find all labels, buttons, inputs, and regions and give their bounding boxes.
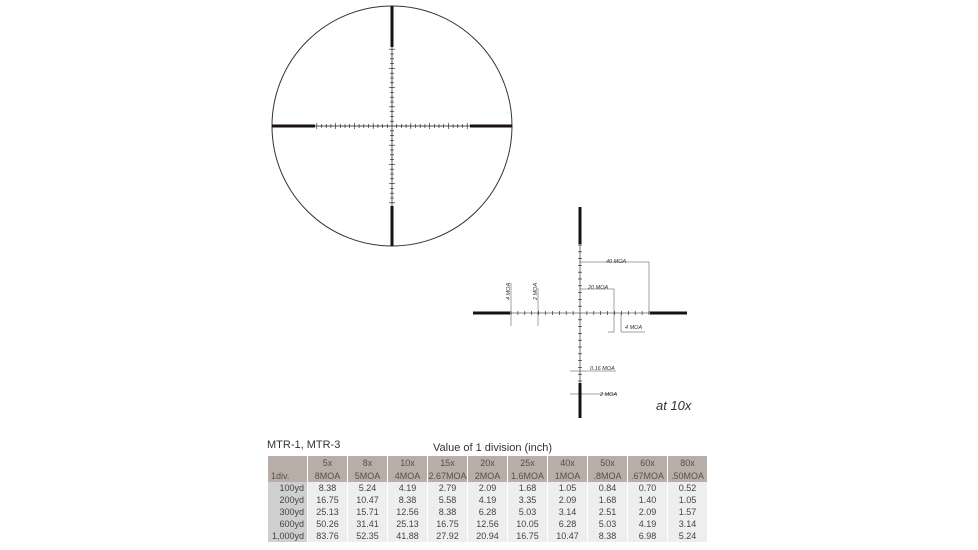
value-cell: 3.35: [508, 494, 547, 506]
moa-header: 4MOA: [388, 469, 427, 482]
moa-header: 5MOA: [348, 469, 387, 482]
moa-header: 1.6MOA: [508, 469, 547, 482]
table-row: [268, 530, 707, 542]
value-cell: 2.51: [588, 506, 627, 518]
distance-cell: 600yd: [268, 518, 307, 530]
magnification-header: 10x: [388, 456, 427, 469]
moa-header: 8MOA: [308, 469, 347, 482]
value-cell: 1.40: [628, 494, 667, 506]
value-cell: 50.26: [308, 518, 347, 530]
value-cell: 0.84: [588, 482, 627, 494]
value-cell: 4.19: [388, 482, 427, 494]
value-cell: 3.14: [668, 518, 707, 530]
reticle-detail-labels: [506, 259, 642, 398]
value-cell: 6.28: [468, 506, 507, 518]
value-cell: 6.28: [548, 518, 587, 530]
value-cell: 5.24: [348, 482, 387, 494]
header-blank: [268, 456, 307, 469]
value-cell: 16.75: [308, 494, 347, 506]
table-row: [268, 482, 707, 494]
label-4moa-right: 4 MOA: [625, 325, 643, 331]
value-cell: 8.38: [588, 530, 627, 542]
moa-header: .50MOA: [668, 469, 707, 482]
value-cell: 1.68: [508, 482, 547, 494]
value-cell: 0.52: [668, 482, 707, 494]
value-cell: 6.98: [628, 530, 667, 542]
magnification-header: 20x: [468, 456, 507, 469]
magnification-header: 15x: [428, 456, 467, 469]
label-2moa-post: 2 MOA: [600, 392, 618, 398]
value-cell: 8.38: [428, 506, 467, 518]
value-cell: 83.76: [308, 530, 347, 542]
table-row: [268, 518, 707, 530]
value-cell: 1.05: [548, 482, 587, 494]
value-cell: 5.03: [588, 518, 627, 530]
value-cell: 0.70: [628, 482, 667, 494]
magnification-header: 8x: [348, 456, 387, 469]
model-name: MTR-1, MTR-3: [267, 439, 341, 451]
value-cell: 2.09: [548, 494, 587, 506]
value-cell: 16.75: [428, 518, 467, 530]
value-cell: 16.75: [508, 530, 547, 542]
value-cell: 41.88: [388, 530, 427, 542]
value-cell: 3.14: [548, 506, 587, 518]
magnification-header: 80x: [668, 456, 707, 469]
value-cell: 27.92: [428, 530, 467, 542]
value-cell: 8.38: [308, 482, 347, 494]
distance-cell: 200yd: [268, 494, 307, 506]
table-row: [268, 494, 707, 506]
div-label: 1div.: [268, 469, 307, 482]
label-016moa: 0.16 MOA: [590, 366, 615, 372]
magnification-header: 40x: [548, 456, 587, 469]
magnification-header-row: [268, 456, 707, 469]
value-cell: 10.47: [348, 494, 387, 506]
magnification-header: 25x: [508, 456, 547, 469]
distance-cell: 300yd: [268, 506, 307, 518]
moa-header: 1MOA: [548, 469, 587, 482]
moa-header: 2MOA: [468, 469, 507, 482]
full-reticle-view: [272, 6, 512, 246]
value-cell: 5.24: [668, 530, 707, 542]
value-cell: 1.05: [668, 494, 707, 506]
value-cell: 4.19: [628, 518, 667, 530]
value-cell: 5.58: [428, 494, 467, 506]
value-cell: 10.05: [508, 518, 547, 530]
value-cell: 12.56: [388, 506, 427, 518]
value-cell: 1.57: [668, 506, 707, 518]
value-cell: 2.09: [468, 482, 507, 494]
moa-header-row: [268, 469, 707, 482]
magnification-header: 50x: [588, 456, 627, 469]
value-cell: 52.35: [348, 530, 387, 542]
value-cell: 10.47: [548, 530, 587, 542]
table-title: Value of 1 division (inch): [433, 442, 553, 454]
distance-cell: 100yd: [268, 482, 307, 494]
label-20moa: 20 MOA: [588, 285, 609, 291]
value-cell: 25.13: [308, 506, 347, 518]
value-cell: 15.71: [348, 506, 387, 518]
magnification-header: 60x: [628, 456, 667, 469]
value-cell: 12.56: [468, 518, 507, 530]
value-cell: 25.13: [388, 518, 427, 530]
division-value-table: [267, 456, 708, 542]
moa-header: .8MOA: [588, 469, 627, 482]
value-cell: 5.03: [508, 506, 547, 518]
reticle-detail-view: [473, 207, 687, 418]
value-cell: 2.09: [628, 506, 667, 518]
table-row: [268, 506, 707, 518]
magnification-note: at 10x: [656, 398, 692, 413]
value-cell: 8.38: [388, 494, 427, 506]
label-40moa: 40 MOA: [606, 259, 627, 265]
value-cell: 20.94: [468, 530, 507, 542]
value-cell: 1.68: [588, 494, 627, 506]
label-2moa-left: 2 MOA: [533, 282, 539, 300]
value-cell: 2.79: [428, 482, 467, 494]
magnification-header: 5x: [308, 456, 347, 469]
moa-header: .67MOA: [628, 469, 667, 482]
distance-cell: 1,000yd: [268, 530, 307, 542]
value-cell: 31.41: [348, 518, 387, 530]
label-4moa-left: 4 MOA: [506, 282, 512, 300]
moa-header: 2.67MOA: [428, 470, 467, 481]
value-cell: 4.19: [468, 494, 507, 506]
